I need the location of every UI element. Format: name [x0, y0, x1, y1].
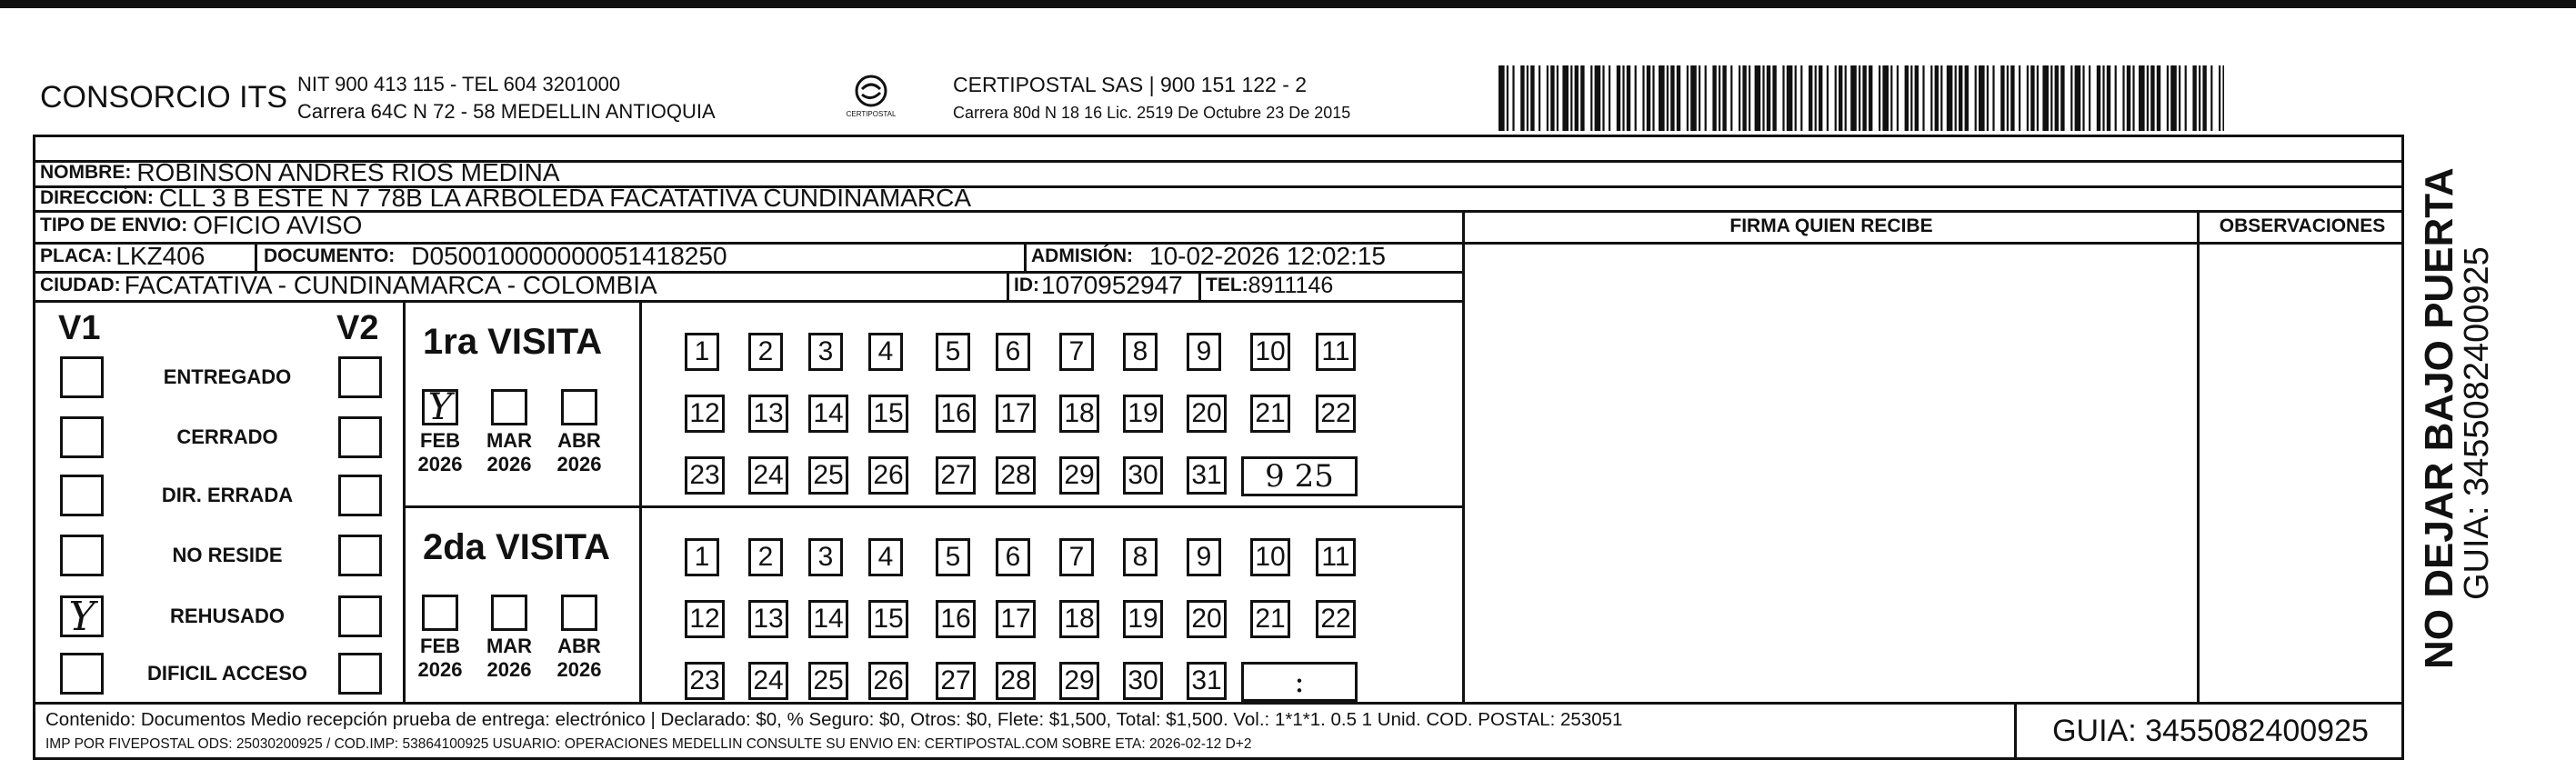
day-checkbox[interactable]: 10: [1250, 333, 1290, 371]
day-checkbox[interactable]: 31: [1187, 456, 1227, 495]
month-checkbox[interactable]: [561, 389, 597, 425]
barcode-bar: [1815, 65, 1817, 131]
day-checkbox[interactable]: 22: [1316, 395, 1356, 433]
barcode-bar: [1749, 65, 1750, 131]
barcode-bar: [1915, 65, 1919, 131]
day-checkbox[interactable]: 8: [1123, 333, 1158, 371]
barcode-bar: [1512, 65, 1514, 131]
day-checkbox[interactable]: 12: [685, 395, 725, 433]
barcode-bar: [1772, 65, 1776, 131]
barcode-bar: [1730, 65, 1732, 131]
barcode-bar: [2089, 65, 2090, 131]
v2-checkbox[interactable]: [338, 356, 382, 398]
barcode-bar: [2055, 65, 2059, 131]
col-divider: [255, 242, 257, 271]
barcode-bar: [1839, 65, 1842, 131]
barcode-bar: [1667, 65, 1669, 131]
v2-checkbox[interactable]: [338, 475, 382, 516]
barcode-bar: [2167, 65, 2169, 131]
company-line-2: Carrera 64C N 72 - 58 MEDELLIN ANTIOQUIA: [297, 100, 716, 123]
day-checkbox[interactable]: 14: [808, 395, 848, 433]
barcode-bar: [1869, 65, 1872, 131]
barcode-bar: [2139, 65, 2145, 131]
direccion-value: CLL 3 B ESTE N 7 78B LA ARBOLEDA FACATATIVA CUNDINAMARCA: [158, 183, 972, 212]
barcode-bar: [1539, 65, 1540, 131]
ciudad-value: FACATATIVA - CUNDINAMARCA - COLOMBIA: [124, 271, 657, 299]
barcode-bar: [1622, 65, 1624, 131]
barcode-bar: [1580, 65, 1584, 131]
barcode-bar: [1712, 65, 1716, 131]
ciudad-label: CIUDAD:: [40, 275, 121, 295]
barcode-bar: [2210, 65, 2212, 131]
barcode-bar: [1562, 65, 1569, 131]
footer-imp: IMP POR FIVEPOSTAL ODS: 25030200925 / COD.IMP: 53864100925 USUARIO: OPERACIONES MEDELLIN CONSULTE SU ENVIO EN: CERTIPOSTAL.COM SOBRE ETA: 2026-02-12 D+2: [45, 736, 1252, 752]
barcode-bar: [1687, 65, 1689, 131]
day-checkbox[interactable]: 7: [1059, 538, 1094, 576]
firma-header: [1466, 210, 2197, 242]
visit-divider: [403, 505, 1465, 508]
barcode-bar: [2007, 65, 2009, 131]
col-divider: [639, 300, 642, 702]
barcode-bar: [1992, 65, 1994, 131]
barcode-bar: [1827, 65, 1829, 131]
direccion-row: [40, 185, 971, 210]
side-warning: NO DEJAR BAJO PUERTA: [2417, 167, 2461, 669]
status-label: REHUSADO: [170, 605, 285, 627]
day-checkbox[interactable]: 29: [1059, 456, 1099, 495]
v2-checkbox[interactable]: [338, 595, 382, 637]
v1-checkbox[interactable]: [60, 653, 104, 695]
barcode-bar: [1652, 65, 1654, 131]
day-checkbox[interactable]: 8: [1123, 538, 1158, 576]
day-checkbox[interactable]: 25: [808, 456, 848, 495]
day-checkbox[interactable]: 4: [868, 538, 903, 576]
footer-contenido: Contenido: Documentos Medio recepción prueba de entrega: electrónico | Declarado: $0, % Seguro: $0, Otros: $0, Flete: $1,500, Total: $1,500. Vol.: 1*1*1. 0.5 1 Unid. COD. POSTAL: 253051: [45, 709, 1623, 730]
day-checkbox[interactable]: 5: [936, 333, 970, 371]
barcode-bar: [1930, 65, 1932, 131]
day-checkbox[interactable]: 15: [868, 395, 908, 433]
direccion-label: DIRECCIÓN:: [40, 186, 154, 208]
barcode-bar: [2199, 65, 2200, 131]
certipostal-logo: [835, 71, 907, 124]
v1-checkbox[interactable]: [60, 416, 104, 458]
barcode-bar: [1959, 65, 1962, 131]
col-divider: [1024, 242, 1027, 271]
tipo-row: [40, 210, 362, 241]
day-checkbox[interactable]: 16: [936, 395, 976, 433]
barcode-bar: [1819, 65, 1822, 131]
col-divider: [1007, 271, 1009, 300]
observaciones-header: [2200, 210, 2404, 242]
day-checkbox[interactable]: 18: [1059, 395, 1099, 433]
day-checkbox[interactable]: 5: [936, 538, 970, 576]
barcode-bar: [1879, 65, 1880, 131]
barcode-bar: [1787, 65, 1793, 131]
barcode-bar: [2019, 65, 2020, 131]
id-label: ID:: [1014, 275, 1039, 295]
barcode-bar: [1647, 65, 1650, 131]
barcode-bar: [1910, 65, 1912, 131]
day-checkbox[interactable]: 13: [748, 600, 788, 638]
month-label: FEB 2026: [417, 635, 463, 681]
day-checkbox[interactable]: 26: [868, 456, 908, 495]
day-checkbox[interactable]: 20: [1187, 600, 1227, 638]
barcode-bar: [2107, 65, 2110, 131]
documento-row: [264, 242, 727, 271]
barcode-bar: [2192, 65, 2196, 131]
barcode-bar: [2050, 65, 2052, 131]
day-checkbox[interactable]: 27: [936, 456, 976, 495]
day-checkbox[interactable]: 9: [1187, 333, 1221, 371]
barcode-bar: [1940, 65, 1942, 131]
status-label: NO RESIDE: [172, 544, 283, 566]
month-label: MAR 2026: [486, 429, 533, 475]
day-checkbox[interactable]: 25: [808, 662, 848, 700]
barcode-bar: [1595, 65, 1601, 131]
barcode-bar: [1507, 65, 1509, 131]
barcode-bar: [2132, 65, 2134, 131]
month-checkbox[interactable]: [491, 595, 527, 631]
documento-value: D050010000000051418250: [411, 242, 727, 270]
barcode-bar: [1742, 65, 1746, 131]
month-checkbox[interactable]: [491, 389, 527, 425]
barcode-bar: [1705, 65, 1707, 131]
day-checkbox[interactable]: 21: [1250, 600, 1290, 638]
barcode-bar: [1642, 65, 1644, 131]
day-checkbox[interactable]: 17: [996, 395, 1036, 433]
day-checkbox[interactable]: 20: [1187, 395, 1227, 433]
barcode-bar: [2122, 65, 2124, 131]
barcode-bar: [1670, 65, 1674, 131]
barcode-bar: [1935, 65, 1939, 131]
month-checkbox[interactable]: [422, 386, 458, 428]
barcode-bar: [1677, 65, 1680, 131]
v1-label: V1: [58, 309, 101, 347]
barcode-bar: [1975, 65, 1977, 131]
check-mark: Υ: [68, 593, 95, 640]
barcode-bar: [2150, 65, 2154, 131]
barcode-bar: [1690, 65, 1697, 131]
barcode-bar: [2030, 65, 2034, 131]
barcode-bar: [1782, 65, 1784, 131]
status-label: DIFICIL ACCESO: [146, 662, 307, 685]
barcode-bar: [1850, 65, 1857, 131]
status-label: ENTREGADO: [163, 365, 292, 388]
barcode-bar: [1699, 65, 1700, 131]
tel-value: 8911146: [1248, 272, 1334, 298]
v2-checkbox[interactable]: [338, 535, 382, 576]
barcode-bar: [1602, 65, 1604, 131]
day-checkbox[interactable]: 9: [1187, 538, 1221, 576]
barcode-bar: [1845, 65, 1847, 131]
barcode-bar: [1550, 65, 1554, 131]
barcode-bar: [2157, 65, 2160, 131]
col-divider: [403, 300, 406, 702]
admision-row: [1031, 242, 1386, 271]
barcode-bar: [2000, 65, 2004, 131]
col-divider: [2197, 210, 2200, 702]
barcode-bar: [2042, 65, 2049, 131]
barcode-bar: [1557, 65, 1559, 131]
day-checkbox[interactable]: 30: [1123, 662, 1163, 700]
barcode-bar: [2060, 65, 2064, 131]
barcode-bar: [1905, 65, 1909, 131]
barcode-bar: [1965, 65, 1969, 131]
barcode-bar: [2070, 65, 2072, 131]
id-row: [1014, 271, 1183, 300]
col-divider: [1198, 271, 1201, 300]
placa-label: PLACA:: [40, 245, 113, 266]
day-checkbox[interactable]: 27: [936, 662, 976, 700]
barcode-bar: [1987, 65, 1989, 131]
top-border: [0, 0, 2576, 8]
day-checkbox[interactable]: 24: [748, 662, 788, 700]
barcode-bar: [1795, 65, 1797, 131]
barcode-bar: [2027, 65, 2029, 131]
time-box[interactable]: 9 25: [1241, 456, 1358, 496]
barcode-bar: [1627, 65, 1630, 131]
v1-checkbox[interactable]: [60, 475, 104, 516]
barcode-bar: [1520, 65, 1524, 131]
day-checkbox[interactable]: 15: [868, 600, 908, 638]
company-line-1: NIT 900 413 115 - TEL 604 3201000: [297, 73, 621, 95]
barcode-bar: [1809, 65, 1812, 131]
barcode-bar: [1659, 65, 1665, 131]
row-divider: [1465, 242, 2404, 245]
barcode-bar: [2037, 65, 2039, 131]
observaciones-header-label: OBSERVACIONES: [2219, 215, 2386, 236]
barcode-bar: [1955, 65, 1957, 131]
month-checkbox[interactable]: [561, 595, 597, 631]
status-label: DIR. ERRADA: [161, 484, 294, 506]
day-checkbox[interactable]: 29: [1059, 662, 1099, 700]
status-label: CERRADO: [176, 425, 278, 448]
documento-label: DOCUMENTO:: [264, 245, 396, 266]
barcode-bar: [2202, 65, 2206, 131]
day-checkbox[interactable]: 28: [996, 456, 1036, 495]
footer-guia-text: GUIA: 3455082400925: [2052, 713, 2369, 748]
nombre-label: NOMBRE:: [40, 162, 132, 183]
nombre-row: [40, 160, 560, 185]
barcode-bar: [1835, 65, 1837, 131]
barcode-bar: [1575, 65, 1579, 131]
barcode-bar: [1570, 65, 1572, 131]
month-label: ABR 2026: [556, 635, 602, 681]
v2-label: V2: [336, 309, 379, 347]
day-checkbox[interactable]: 26: [868, 662, 908, 700]
company-name: CONSORCIO ITS: [40, 80, 288, 115]
day-checkbox[interactable]: 19: [1123, 600, 1163, 638]
barcode-bar: [2179, 65, 2180, 131]
day-checkbox[interactable]: 19: [1123, 395, 1163, 433]
col-divider: [1462, 210, 1465, 702]
tel-label: TEL:: [1206, 275, 1248, 295]
barcode-bar: [1527, 65, 1529, 131]
day-checkbox[interactable]: 7: [1059, 333, 1094, 371]
barcode-bar: [1635, 65, 1637, 131]
day-checkbox[interactable]: 13: [748, 395, 788, 433]
barcode-bar: [2147, 65, 2149, 131]
barcode-bar: [1719, 65, 1720, 131]
barcode-bar: [1922, 65, 1924, 131]
placa-row: [40, 242, 205, 271]
carrier-line-1: CERTIPOSTAL SAS | 900 151 122 - 2: [953, 73, 1308, 96]
side-guia: GUIA: 3455082400925: [2458, 246, 2496, 600]
day-checkbox[interactable]: 11: [1316, 333, 1356, 371]
ciudad-row: [40, 271, 657, 300]
carrier-line-2: Carrera 80d N 18 16 Lic. 2519 De Octubre 23 De 2015: [953, 104, 1351, 122]
barcode-bar: [2082, 65, 2084, 131]
v1-checkbox[interactable]: [60, 593, 104, 640]
row-divider: [33, 300, 1465, 303]
barcode-bar: [2102, 65, 2104, 131]
visit-title: 1ra VISITA: [423, 322, 603, 362]
tipo-value: OFICIO AVISO: [193, 211, 363, 239]
month-label: MAR 2026: [486, 635, 533, 681]
day-checkbox[interactable]: 30: [1123, 456, 1163, 495]
day-checkbox[interactable]: 4: [868, 333, 903, 371]
barcode-bar: [2097, 65, 2100, 131]
v1-checkbox[interactable]: [60, 356, 104, 398]
v1-checkbox[interactable]: [60, 535, 104, 576]
month-label: ABR 2026: [556, 429, 602, 475]
barcode-bar: [1800, 65, 1802, 131]
day-checkbox[interactable]: 16: [936, 600, 976, 638]
barcode-bar: [1530, 65, 1534, 131]
barcode-bar: [1547, 65, 1549, 131]
day-checkbox[interactable]: 3: [808, 333, 843, 371]
placa-value: LKZ406: [115, 242, 205, 270]
barcode-bar: [2222, 65, 2224, 131]
day-checkbox[interactable]: 18: [1059, 600, 1099, 638]
barcode-bar: [2185, 65, 2187, 131]
day-checkbox[interactable]: 2: [748, 333, 783, 371]
barcode-bar: [2219, 65, 2220, 131]
day-checkbox[interactable]: 6: [996, 538, 1030, 576]
barcode-bar: [1897, 65, 1899, 131]
barcode-bar: [1498, 65, 1505, 131]
day-checkbox[interactable]: 6: [996, 333, 1030, 371]
barcode-bar: [1859, 65, 1860, 131]
barcode-bar: [1979, 65, 1985, 131]
day-checkbox[interactable]: 12: [685, 600, 725, 638]
admision-label: ADMISIÓN:: [1031, 245, 1133, 266]
day-checkbox[interactable]: 21: [1250, 395, 1290, 433]
barcode-bar: [2127, 65, 2130, 131]
day-checkbox[interactable]: 10: [1250, 538, 1290, 576]
logo-text: CERTIPOSTAL: [846, 110, 897, 118]
tipo-label: TIPO DE ENVIO:: [40, 215, 188, 235]
day-checkbox[interactable]: 2: [748, 538, 783, 576]
id-value: 1070952947: [1041, 271, 1183, 299]
barcode-bar: [1617, 65, 1620, 131]
day-checkbox[interactable]: 31: [1187, 662, 1227, 700]
barcode-bar: [1762, 65, 1764, 131]
day-checkbox[interactable]: 23: [685, 456, 725, 495]
barcode-bar: [2075, 65, 2081, 131]
barcode-bar: [1767, 65, 1770, 131]
day-checkbox[interactable]: 22: [1316, 600, 1356, 638]
firma-header-label: FIRMA QUIEN RECIBE: [1729, 215, 1933, 236]
month-mark: Υ: [427, 386, 453, 428]
barcode-bar: [1947, 65, 1953, 131]
day-checkbox[interactable]: 1: [685, 333, 719, 371]
barcode-bar: [2115, 65, 2117, 131]
barcode-bar: [1890, 65, 1892, 131]
month-checkbox[interactable]: [422, 595, 458, 631]
day-checkbox[interactable]: 24: [748, 456, 788, 495]
barcode-bar: [1862, 65, 1866, 131]
visit-title: 2da VISITA: [423, 527, 610, 567]
time-box[interactable]: :: [1241, 662, 1358, 702]
barcode-bar: [1590, 65, 1592, 131]
month-label: FEB 2026: [417, 429, 463, 475]
v2-checkbox[interactable]: [338, 653, 382, 695]
barcode-bar: [1739, 65, 1740, 131]
barcode-bar: [1882, 65, 1889, 131]
day-checkbox[interactable]: 1: [685, 538, 719, 576]
tel-row: [1206, 271, 1333, 300]
day-checkbox[interactable]: 3: [808, 538, 843, 576]
day-checkbox[interactable]: 17: [996, 600, 1036, 638]
barcode-bar: [1755, 65, 1761, 131]
nombre-value: ROBINSON ANDRES RIOS MEDINA: [136, 158, 560, 186]
admision-value: 10-02-2026 12:02:15: [1149, 242, 1386, 270]
day-checkbox[interactable]: 23: [685, 662, 725, 700]
barcode: [1498, 65, 2224, 131]
day-checkbox[interactable]: 14: [808, 600, 848, 638]
barcode-bar: [1609, 65, 1610, 131]
barcode-bar: [2010, 65, 2014, 131]
footer-guia: [2017, 702, 2404, 760]
day-checkbox[interactable]: 28: [996, 662, 1036, 700]
day-checkbox[interactable]: 11: [1316, 538, 1356, 576]
v2-checkbox[interactable]: [338, 416, 382, 458]
barcode-bar: [1722, 65, 1726, 131]
barcode-bar: [2170, 65, 2177, 131]
